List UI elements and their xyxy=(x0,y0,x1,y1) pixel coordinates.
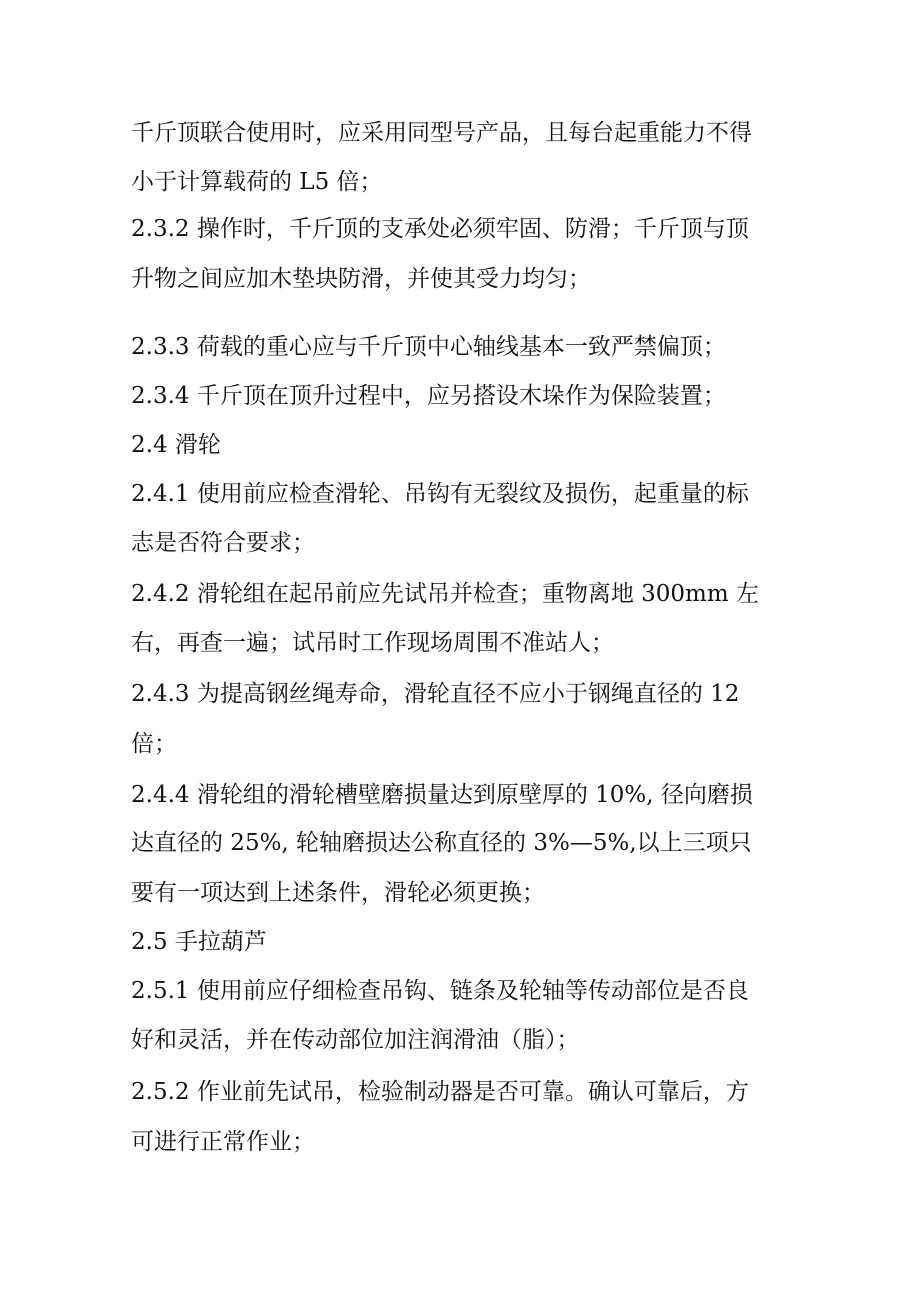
text-line: 2.4.1 使用前应检查滑轮、吊钩有无裂纹及损伤，起重量的标 xyxy=(131,481,749,507)
text-line: 升物之间应加木垫块防滑，并使其受力均匀； xyxy=(131,266,591,292)
text-line: 小于计算载荷的 L5 倍； xyxy=(131,169,383,195)
text-line: 达直径的 25%, 轮轴磨损达公称直径的 3%—5%,以上三项只 xyxy=(131,830,752,856)
text-line: 2.3.3 荷载的重心应与千斤顶中心轴线基本一致严禁偏顶； xyxy=(131,334,726,360)
text-line: 2.3.4 千斤顶在顶升过程中，应另搭设木垛作为保险装置； xyxy=(131,383,726,409)
text-line: 2.4.2 滑轮组在起吊前应先试吊并检查；重物离地 300mm 左 xyxy=(131,581,759,607)
text-line: 好和灵活，并在传动部位加注润滑油（脂）； xyxy=(131,1027,580,1053)
text-line: 志是否符合要求； xyxy=(131,530,315,556)
text-line: 要有一项达到上述条件，滑轮必须更换； xyxy=(131,880,545,906)
text-line: 2.5.1 使用前应仔细检查吊钩、链条及轮轴等传动部位是否良 xyxy=(131,978,749,1004)
text-line: 2.4.4 滑轮组的滑轮槽壁磨损量达到原壁厚的 10%, 径向磨损 xyxy=(131,782,753,808)
text-line: 2.3.2 操作时，千斤顶的支承处必须牢固、防滑；千斤顶与顶 xyxy=(131,216,749,242)
text-line: 倍； xyxy=(131,731,177,757)
text-line: 2.5.2 作业前先试吊，检验制动器是否可靠。确认可靠后，方 xyxy=(131,1079,749,1105)
text-line: 2.4.3 为提高钢丝绳寿命，滑轮直径不应小于钢绳直径的 12 xyxy=(131,681,740,707)
text-line: 右，再查一遍；试吊时工作现场周围不准站人； xyxy=(131,630,614,656)
section-heading: 2.4 滑轮 xyxy=(131,432,221,458)
text-line: 可进行正常作业； xyxy=(131,1129,315,1155)
text-line: 千斤顶联合使用时，应采用同型号产品，且每台起重能力不得 xyxy=(131,120,752,146)
section-heading: 2.5 手拉葫芦 xyxy=(131,929,267,955)
